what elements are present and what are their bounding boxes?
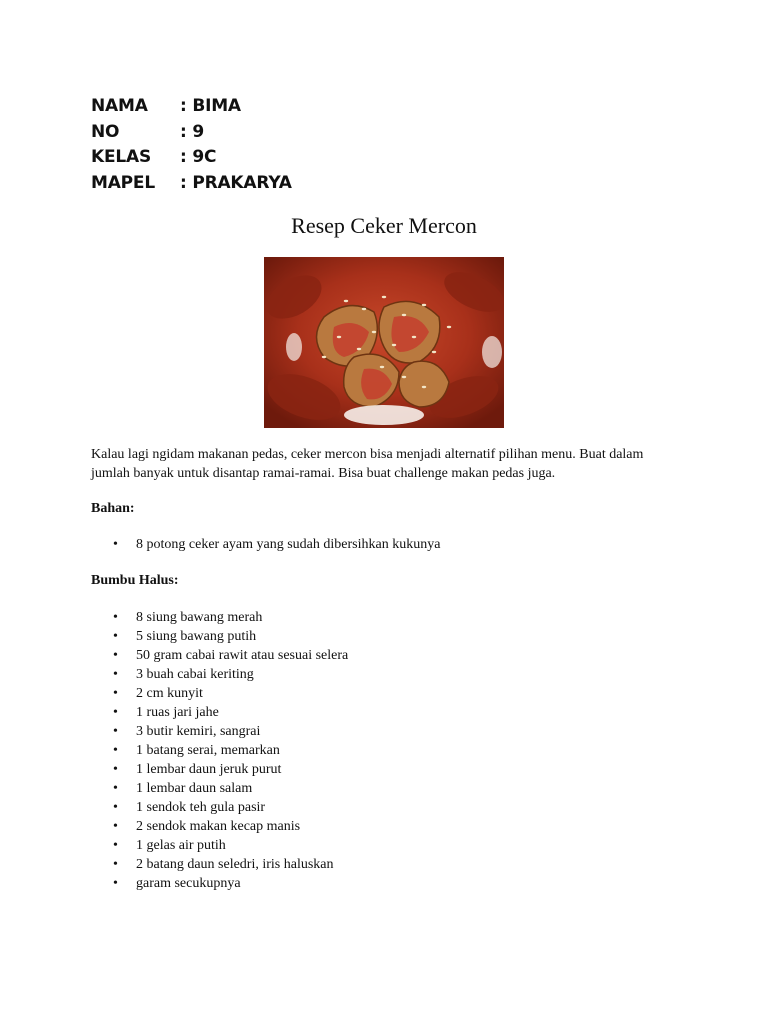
ingredient-text: garam secukupnya <box>136 876 241 891</box>
info-row-kelas <box>91 145 292 171</box>
bullet-icon: • <box>113 537 118 552</box>
intro-paragraph: Kalau lagi ngidam makanan pedas, ceker mercon bisa menjadi alternatif pilihan menu. Buat dalam jumlah banyak untuk disantap ramai-ramai. Bisa buat challenge makan pedas juga. <box>91 447 644 481</box>
bullet-icon: • <box>113 610 118 625</box>
list-item <box>91 627 348 646</box>
bullet-icon: • <box>113 629 118 644</box>
ingredient-text: 8 potong ceker ayam yang sudah dibersihkan kukunya <box>136 537 441 552</box>
list-item <box>91 703 348 722</box>
ingredient-text: 8 siung bawang merah <box>136 610 263 625</box>
ingredient-text: 1 lembar daun salam <box>136 781 253 796</box>
list-item <box>91 684 348 703</box>
info-value: : BIMA <box>180 96 241 116</box>
ingredient-text: 50 gram cabai rawit atau sesuai selera <box>136 648 349 663</box>
list-item <box>91 535 440 554</box>
bahan-heading: Bahan: <box>91 501 135 516</box>
bullet-icon: • <box>113 743 118 758</box>
list-item <box>91 817 348 836</box>
bullet-icon: • <box>113 686 118 701</box>
list-item <box>91 665 348 684</box>
list-item <box>91 874 348 893</box>
list-item <box>91 646 348 665</box>
recipe-title: Resep Ceker Mercon <box>291 213 477 238</box>
info-key: NAMA <box>91 96 148 116</box>
info-row-nama <box>91 94 292 120</box>
bullet-icon: • <box>113 876 118 891</box>
bullet-icon: • <box>113 800 118 815</box>
info-value: : 9C <box>180 147 217 167</box>
bullet-icon: • <box>113 667 118 682</box>
student-info <box>91 94 292 196</box>
bumbu-heading: Bumbu Halus: <box>91 573 179 588</box>
ingredient-text: 1 gelas air putih <box>136 838 226 853</box>
list-item <box>91 779 348 798</box>
info-key: MAPEL <box>91 172 155 193</box>
ingredient-text: 1 ruas jari jahe <box>136 705 219 720</box>
bumbu-list <box>91 608 348 893</box>
info-value: : PRAKARYA <box>180 172 292 193</box>
info-value: : 9 <box>180 121 204 142</box>
list-item <box>91 608 348 627</box>
ingredient-text: 5 siung bawang putih <box>136 629 257 644</box>
info-key: KELAS <box>91 147 152 167</box>
info-row-mapel <box>91 171 292 197</box>
bullet-icon: • <box>113 762 118 777</box>
bullet-icon: • <box>113 705 118 720</box>
info-key: NO <box>91 121 120 142</box>
bullet-icon: • <box>113 781 118 796</box>
recipe-photo <box>264 257 504 428</box>
bullet-icon: • <box>113 838 118 853</box>
list-item <box>91 741 348 760</box>
bullet-icon: • <box>113 724 118 739</box>
ingredient-text: 1 sendok teh gula pasir <box>136 800 266 815</box>
bullet-icon: • <box>113 819 118 834</box>
bahan-list <box>91 535 440 554</box>
ingredient-text: 3 buah cabai keriting <box>136 667 254 682</box>
ingredient-text: 2 sendok makan kecap manis <box>136 819 301 834</box>
list-item <box>91 836 348 855</box>
list-item <box>91 760 348 779</box>
bullet-icon: • <box>113 857 118 872</box>
ingredient-text: 1 batang serai, memarkan <box>136 743 280 758</box>
bullet-icon: • <box>113 648 118 663</box>
list-item <box>91 798 348 817</box>
list-item <box>91 855 348 874</box>
info-row-no <box>91 120 292 146</box>
ingredient-text: 2 batang daun seledri, iris haluskan <box>136 857 334 872</box>
ingredient-text: 1 lembar daun jeruk purut <box>136 762 282 777</box>
ingredient-text: 3 butir kemiri, sangrai <box>136 724 261 739</box>
ingredient-text: 2 cm kunyit <box>136 686 203 701</box>
list-item <box>91 722 348 741</box>
